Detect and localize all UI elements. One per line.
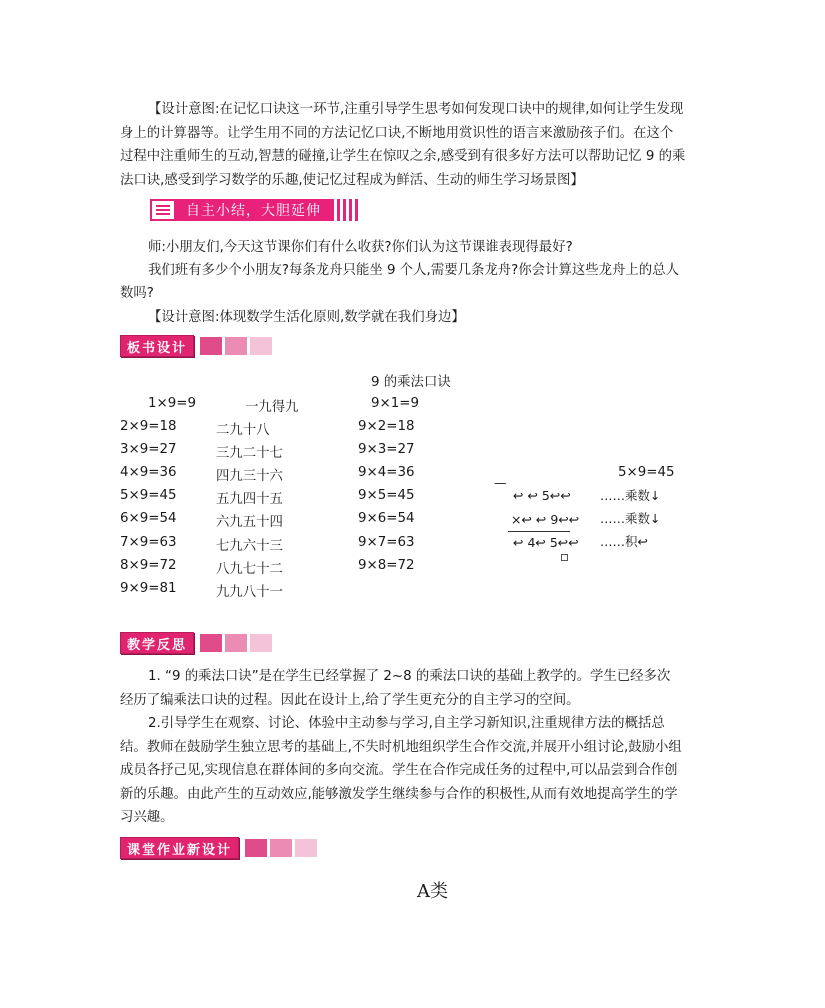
reflection-line: 经历了编乘法口诀的过程。因此在设计上,给了学生更充分的自主学习的空间。 <box>120 692 580 708</box>
board-left-3: 3×9=27 <box>120 442 177 457</box>
reflection-line: 2.引导学生在观察、讨论、体验中主动参与学习,自主学习新知识,注重规律方法的概括总 <box>148 716 665 731</box>
reflection-line: 习兴趣。 <box>120 810 174 825</box>
summary-line-2: 我们班有多少个小朋友?每条龙舟只能坐 9 个人,需要几条龙舟?你会计算这些龙舟上的总人 <box>148 263 679 278</box>
board-right-1: 9×1=9 <box>371 396 419 411</box>
summary-line-3: 数吗? <box>120 286 154 301</box>
decor-square <box>295 839 317 857</box>
vertical-row-1: ↩ ↩ 5↩↩ <box>513 488 571 503</box>
board-right-6: 9×6=54 <box>358 511 415 526</box>
board-title: 9 的乘法口诀 <box>371 375 451 390</box>
decor-square <box>200 337 222 355</box>
decor-square <box>250 337 272 355</box>
board-verse-2: 二九十八 <box>216 423 270 438</box>
board-left-2: 2×9=18 <box>120 419 177 434</box>
board-verse-4: 四九三十六 <box>216 469 283 484</box>
board-verse-9: 九九八十一 <box>216 585 283 600</box>
board-left-4: 4×9=36 <box>120 465 177 480</box>
board-right-2: 9×2=18 <box>358 419 415 434</box>
vertical-dash: — <box>494 475 507 490</box>
anchor-marker <box>561 554 568 561</box>
teaching-reflection-label: 教学反思 <box>120 632 194 654</box>
homework-design-label: 课堂作业新设计 <box>120 837 239 859</box>
decor-square <box>200 634 222 652</box>
board-right-3: 9×3=27 <box>358 442 415 457</box>
board-verse-6: 六九五十四 <box>216 515 283 530</box>
board-left-9: 9×9=81 <box>120 581 177 596</box>
summary-line-1: 师:小朋友们,今天这节课你们有什么收获?你们认为这节课谁表现得最好? <box>148 240 573 255</box>
design-intent-2: 【设计意图:体现数学生活化原则,数学就在我们身边】 <box>148 310 465 325</box>
board-left-1: 1×9=9 <box>148 396 196 411</box>
board-verse-3: 三九二十七 <box>216 446 283 461</box>
banner-stripes <box>331 199 361 221</box>
intent-line: 身上的计算器等。让学生用不同的方法记忆口诀,不断地用赏识性的语言来激励孩子们。在这个 <box>120 125 674 141</box>
board-design-header <box>120 336 272 356</box>
design-intent-paragraph <box>120 98 715 192</box>
reflection-line: 成员各抒己见,实现信息在群体间的多向交流。学生在合作完成任务的过程中,可以品尝到合作创 <box>120 763 678 778</box>
board-verse-1: 一九得九 <box>245 400 299 415</box>
vertical-label-3: ……积↩ <box>600 534 648 549</box>
board-right-4: 9×4=36 <box>358 465 415 480</box>
reflection-paragraph-1 <box>120 665 715 712</box>
vertical-label-2: ……乘数↓ <box>600 511 661 526</box>
homework-design-header <box>120 838 317 858</box>
intent-line: 【设计意图:在记忆口诀这一环节,注重引导学生思考如何发现口诀中的规律,如何让学生发现 <box>148 102 684 117</box>
vertical-label-1: ……乘数↓ <box>600 488 661 503</box>
decor-square <box>270 839 292 857</box>
reflection-paragraph-2 <box>120 712 715 830</box>
board-verse-7: 七九六十三 <box>216 539 283 554</box>
board-verse-5: 五九四十五 <box>216 492 283 507</box>
board-left-8: 8×9=72 <box>120 558 177 573</box>
reflection-line: 1. “9 的乘法口诀”是在学生已经掌握了 2~8 的乘法口诀的基础上教学的。学生已经多次 <box>148 669 671 684</box>
decor-square <box>245 839 267 857</box>
board-left-7: 7×9=63 <box>120 535 177 550</box>
teaching-reflection-header <box>120 633 272 653</box>
decor-square <box>250 634 272 652</box>
decor-square <box>225 634 247 652</box>
board-right-5: 9×5=45 <box>358 488 415 503</box>
board-left-5: 5×9=45 <box>120 488 177 503</box>
vertical-equation: 5×9=45 <box>618 465 675 480</box>
section-3-title: 自主小结，大胆延伸 <box>176 199 331 221</box>
category-a-title: A类 <box>417 881 448 902</box>
vertical-row-2: ×↩ ↩ 9↩↩ <box>511 512 580 527</box>
board-left-6: 6×9=54 <box>120 511 177 526</box>
board-right-7: 9×7=63 <box>358 535 415 550</box>
section-number-icon <box>150 199 176 221</box>
intent-line: 过程中注重师生的互动,智慧的碰撞,让学生在惊叹之余,感受到有很多好方法可以帮助记忆 9 的乘 <box>120 149 686 164</box>
section-3-banner <box>150 199 361 221</box>
board-right-8: 9×8=72 <box>358 558 415 573</box>
board-verse-8: 八九七十二 <box>216 562 283 577</box>
intent-line: 法口诀,感受到学习数学的乐趣,使记忆过程成为鲜活、生动的师生学习场景图】 <box>120 172 584 188</box>
board-design-label: 板书设计 <box>120 335 194 357</box>
vertical-rule <box>508 531 570 532</box>
vertical-row-3: ↩ 4↩ 5↩↩ <box>513 535 579 550</box>
reflection-line: 结。教师在鼓励学生独立思考的基础上,不失时机地组织学生合作交流,并展开小组讨论,鼓励小组 <box>120 739 682 755</box>
decor-square <box>225 337 247 355</box>
reflection-line: 新的乐趣。由此产生的互动效应,能够激发学生继续参与合作的积极性,从而有效地提高学生的学 <box>120 786 678 802</box>
